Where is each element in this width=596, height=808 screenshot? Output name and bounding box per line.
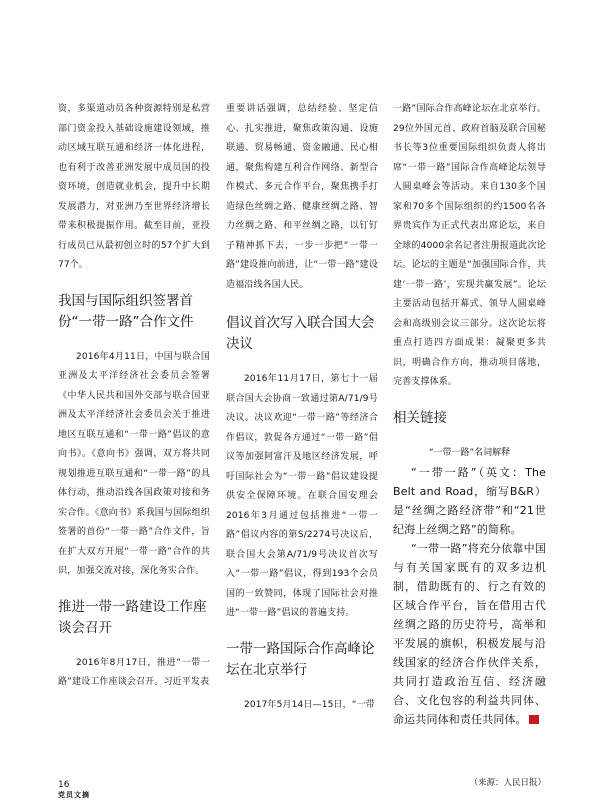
section-heading: 一带一路国际合作高峰论坛在北京举行	[226, 640, 375, 678]
definition-title: “一带一路”名词解释	[428, 447, 511, 458]
section-heading: 倡议首次写入联合国大会决议	[226, 315, 375, 352]
column-3	[393, 100, 552, 729]
column-2	[226, 100, 378, 715]
page-number: 16	[58, 780, 70, 790]
section-heading: 推进一带一路建设工作座谈会召开	[58, 598, 207, 636]
body-paragraph: 2016年8月17日，推进“一带一路”建设工作座谈会召开。习近平发表	[58, 657, 210, 687]
definition-paragraph	[393, 539, 552, 729]
section-heading: 相关链接	[393, 409, 447, 426]
body-paragraph: 2016年11月17日，第七十一届联合国大会协商一致通过第A/71/9号决议。决议欢迎“一带一路”等经济合作倡议，敦促各方通过“一带一路”倡议等加强阿富汗及地区经济发展，呼吁国际社会为“一带一路”倡议建设提供安全保障环境。在联合国安理会2016年3月通过包括推进“一带一路”倡议内容的第S/2274号决议后，联合国大会第A/71/9号决议首次写入“一带一路”倡议，得到193个会员国的一致赞同，体现了国际社会对推进“一带一路”倡议的普遍支持。	[226, 374, 378, 618]
intro-paragraph: 一路”国际合作高峰论坛在北京举行。29位外国元首、政府首脑及联合国秘书长等3位重要国际组织负责人将出席“一带一路”国际合作高峰论坛领导人圆桌峰会等活动。来自130多个国家和70多个国际组织的约1500名各界贵宾作为正式代表出席论坛，来自全球的4000余名记者注册报道此次论坛。论坛的主题是“加强国际合作，共建‘一带一路’，实现共赢发展”。论坛主要活动包括开幕式、领导人圆桌峰会和高级别会议三部分。这次论坛将重点打造四方面成果：凝聚更多共识，明确合作方向，推动项目落地，完善支撑体系。	[393, 104, 546, 387]
body-paragraph: 2017年5月14日—15日，“一带	[244, 699, 375, 710]
end-mark-icon: V	[529, 715, 539, 724]
section-heading: 我国与国际组织签署首份“一带一路”合作文件	[58, 292, 194, 330]
source-credit: （来源：人民日报）	[469, 778, 546, 788]
intro-paragraph: 重要讲话强调，总结经验、坚定信心、扎实推进，聚焦政策沟通、设施联通、贸易畅通、资金融通、民心相通，聚焦构建互利合作网络、新型合作模式、多元合作平台，聚焦携手打造绿色丝绸之路、健康丝绸之路、智力丝绸之路、和平丝绸之路，以钉钉子精神抓下去，一步一步把“一带一路”建设推向前进，让“一带一路”建设造福沿线各国人民。	[226, 104, 378, 290]
body-paragraph: 2016年4月11日，中国与联合国亚洲及太平洋经济社会委员会签署《中华人民共和国外交部与联合国亚洲及太平洋经济社会委员会关于推进地区互联互通和“一带一路”倡议的意向书》。《意向书》强调，双方将共同规划推进互联互通和“一带一路”的具体行动，推动沿线各国政策对接和务实合作。《意向书》系我国与国际组织签署的首份“一带一路”合作文件，旨在扩大双方开展“一带一路”合作的共识，加强交流对接，深化务实合作。	[58, 351, 210, 576]
definition-paragraph: “一带一路”（英文：The Belt and Road，缩写B&R）是“丝绸之路经济带”和“21世纪海上丝绸之路”的简称。	[393, 465, 546, 536]
intro-paragraph: 资，多渠道动员各种资源特别是私营部门资金投入基础设施建设领域，推动区域互联互通和经济一体化进程，也有利于改善亚洲发展中成员国的投资环境，创造就业机会，提升中长期发展潜力，对亚洲乃至世界经济增长带来积极提振作用。截至目前，亚投行成员已从最初创立时的57个扩大到77个。	[58, 104, 210, 270]
column-1	[58, 100, 210, 693]
definition-text: “一带一路”将充分依靠中国与有关国家既有的双多边机制，借助既有的、行之有效的区域合作平台，旨在借用古代丝绸之路的历史符号，高举和平发展的旗帜，积极发展与沿线国家的经济合作伙伴关系，共同打造政治互信、经济融合、文化包容的利益共同体、命运共同体和责任共同体。	[393, 541, 546, 726]
magazine-logo: 党员文摘	[58, 791, 90, 799]
